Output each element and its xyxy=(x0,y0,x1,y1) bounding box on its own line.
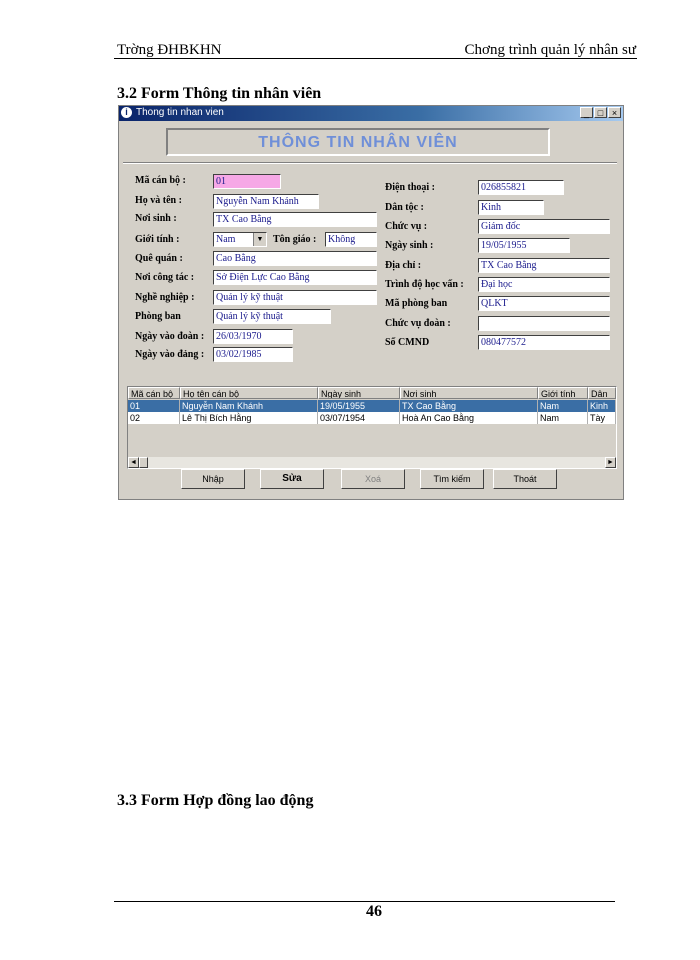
label-que-quan: Quê quán : xyxy=(135,253,183,264)
ma-can-bo-field[interactable]: 01 xyxy=(213,174,281,189)
chuc-vu-field[interactable]: Giám đốc xyxy=(478,219,610,234)
grid-cell: Tày xyxy=(588,412,616,424)
banner-title: THÔNG TIN NHÂN VIÊN xyxy=(258,134,458,151)
scroll-thumb[interactable] xyxy=(139,457,148,468)
grid-cell: 03/07/1954 xyxy=(318,412,400,424)
label-nghe-nghiep: Nghề nghiệp : xyxy=(135,292,195,303)
grid-header xyxy=(128,387,616,399)
so-cmnd-field[interactable]: 080477572 xyxy=(478,335,610,350)
tim-kiem-button[interactable]: Tìm kiếm xyxy=(420,469,484,489)
ma-phong-ban-field[interactable]: QLKT xyxy=(478,296,610,311)
window-controls xyxy=(580,107,621,118)
employee-grid[interactable] xyxy=(127,386,617,469)
label-ton-giao: Tôn giáo : xyxy=(273,234,317,245)
footer-rule xyxy=(114,901,615,902)
chevron-down-icon[interactable]: ▼ xyxy=(253,233,266,246)
title-bar[interactable] xyxy=(119,106,623,121)
label-dan-toc: Dân tộc : xyxy=(385,202,424,213)
form-banner xyxy=(166,128,550,156)
section-heading-3-2: 3.2 Form Thông tin nhân viên xyxy=(117,85,322,102)
grid-col-header[interactable]: Mã cán bộ xyxy=(128,387,180,399)
grid-col-header[interactable]: Giới tính xyxy=(538,387,588,399)
label-noi-sinh: Nơi sinh : xyxy=(135,213,177,224)
scroll-right-icon[interactable]: ► xyxy=(605,457,616,468)
ho-va-ten-field[interactable]: Nguyễn Nam Khánh xyxy=(213,194,319,209)
gioi-tinh-combo[interactable] xyxy=(213,232,267,247)
sua-button[interactable]: Sửa xyxy=(260,469,324,489)
label-ngay-sinh: Ngày sinh : xyxy=(385,240,434,251)
grid-cell: Nam xyxy=(538,412,588,424)
label-gioi-tinh: Giới tính : xyxy=(135,234,180,245)
header-rule xyxy=(114,58,637,59)
group-divider xyxy=(123,162,617,164)
label-ma-can-bo: Mã cán bộ : xyxy=(135,175,186,186)
ngay-sinh-field[interactable]: 19/05/1955 xyxy=(478,238,570,253)
label-ma-phong-ban: Mã phòng ban xyxy=(385,298,448,309)
grid-cell: Nguyễn Nam Khánh xyxy=(180,400,318,412)
label-dien-thoai: Điện thoại : xyxy=(385,182,435,193)
dien-thoai-field[interactable]: 026855821 xyxy=(478,180,564,195)
table-row[interactable] xyxy=(128,400,616,412)
grid-empty-area xyxy=(128,425,616,457)
page-number: 46 xyxy=(366,903,382,920)
close-icon[interactable]: × xyxy=(608,107,621,118)
chuc-vu-doan-field[interactable] xyxy=(478,316,610,331)
label-noi-cong-tac: Nơi công tác : xyxy=(135,272,195,283)
grid-col-header[interactable]: Họ tên cán bộ xyxy=(180,387,318,399)
noi-cong-tac-field[interactable]: Sở Điện Lực Cao Bằng xyxy=(213,270,377,285)
label-ngay-vao-doan: Ngày vào đoàn : xyxy=(135,331,205,342)
dan-toc-field[interactable]: Kinh xyxy=(478,200,544,215)
grid-cell: Nam xyxy=(538,400,588,412)
grid-cell: Lê Thị Bích Hằng xyxy=(180,412,318,424)
thoat-button[interactable]: Thoát xyxy=(493,469,557,489)
noi-sinh-field[interactable]: TX Cao Bằng xyxy=(213,212,377,227)
label-ngay-vao-dang: Ngày vào đảng : xyxy=(135,349,205,360)
gioi-tinh-value: Nam xyxy=(216,234,236,245)
nghe-nghiep-field[interactable]: Quản lý kỹ thuật xyxy=(213,290,377,305)
grid-col-header[interactable]: Dân xyxy=(588,387,616,399)
phong-ban-field[interactable]: Quản lý kỹ thuật xyxy=(213,309,331,324)
dia-chi-field[interactable]: TX Cao Bằng xyxy=(478,258,610,273)
horizontal-scrollbar[interactable] xyxy=(128,457,616,468)
label-trinh-do: Trình độ học vấn : xyxy=(385,279,464,290)
ngay-vao-dang-field[interactable]: 03/02/1985 xyxy=(213,347,293,362)
maximize-icon[interactable]: □ xyxy=(594,107,607,118)
grid-cell: Hoà An Cao Bằng xyxy=(400,412,538,424)
grid-cell: Kinh xyxy=(588,400,616,412)
que-quan-field[interactable]: Cao Bằng xyxy=(213,251,377,266)
scroll-left-icon[interactable]: ◄ xyxy=(128,457,139,468)
window-title: Thong tin nhan vien xyxy=(136,107,224,118)
label-so-cmnd: Số CMND xyxy=(385,337,430,348)
ngay-vao-doan-field[interactable]: 26/03/1970 xyxy=(213,329,293,344)
grid-cell: 01 xyxy=(128,400,180,412)
label-dia-chi: Địa chỉ : xyxy=(385,260,422,271)
label-chuc-vu-doan: Chức vụ đoàn : xyxy=(385,318,451,329)
xoa-button[interactable]: Xoá xyxy=(341,469,405,489)
label-phong-ban: Phòng ban xyxy=(135,311,181,322)
grid-cell: TX Cao Bằng xyxy=(400,400,538,412)
section-heading-3-3: 3.3 Form Hợp đồng lao động xyxy=(117,792,314,809)
nhap-button[interactable]: Nhập xyxy=(181,469,245,489)
grid-col-header[interactable]: Nơi sinh xyxy=(400,387,538,399)
grid-cell: 19/05/1955 xyxy=(318,400,400,412)
header-right: Chơng trình quản lý nhân sư xyxy=(464,42,636,58)
grid-col-header[interactable]: Ngày sinh xyxy=(318,387,400,399)
label-chuc-vu: Chức vụ : xyxy=(385,221,428,232)
info-icon: i xyxy=(121,107,132,118)
grid-cell: 02 xyxy=(128,412,180,424)
label-ho-va-ten: Họ và tên : xyxy=(135,195,182,206)
header-left: Trờng ĐHBKHN xyxy=(117,42,222,58)
ton-giao-field[interactable]: Không xyxy=(325,232,377,247)
minimize-icon[interactable]: _ xyxy=(580,107,593,118)
trinh-do-field[interactable]: Đại học xyxy=(478,277,610,292)
table-row[interactable] xyxy=(128,412,616,424)
employee-info-window xyxy=(118,105,624,500)
